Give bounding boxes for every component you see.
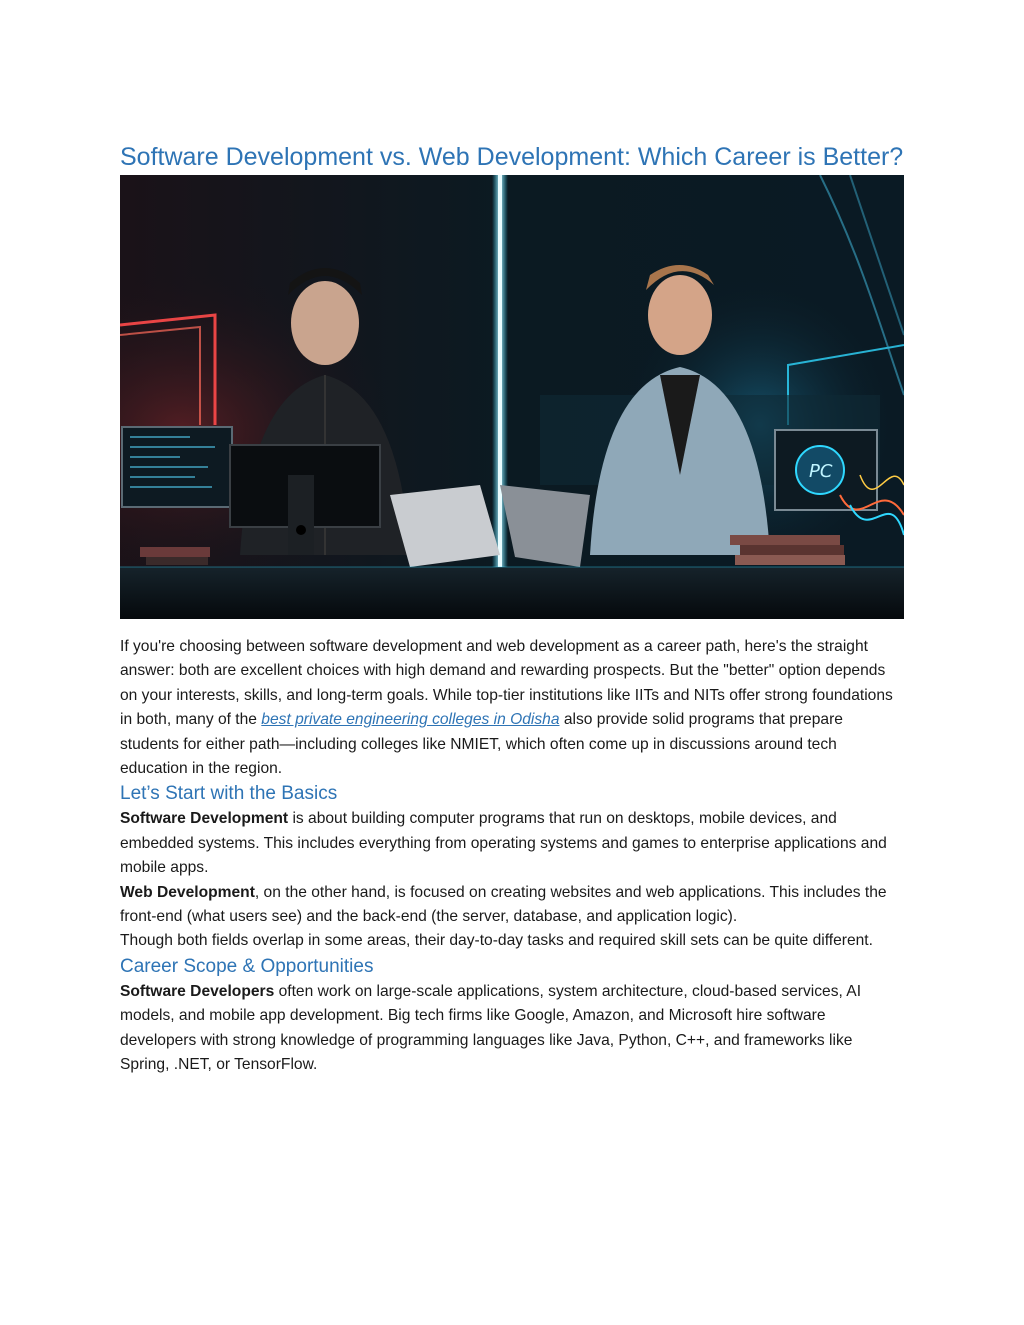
web-development-text: , on the other hand, is focused on creating websites and web applications. This includes the front-end (what users see) and the back-end (the server, database, and application logic). [120, 883, 887, 926]
document-page [120, 140, 904, 1078]
software-developers-term: Software Developers [120, 982, 275, 1000]
basics-heading: Let’s Start with the Basics [120, 783, 338, 805]
software-development-term: Software Development [120, 810, 289, 828]
overlap-paragraph: Though both fields overlap in some areas, their day-to-day tasks and required skill sets can be quite different. [120, 932, 873, 950]
svg-text:PC: PC [809, 461, 833, 482]
software-development-paragraph [120, 807, 904, 880]
web-development-term: Web Development [120, 883, 255, 901]
hero-image [120, 175, 904, 619]
career-heading: Career Scope & Opportunities [120, 955, 374, 977]
intro-text-after-link: also provide solid programs that prepare students for either path—including colleges like NMIET, which often come up in discussions around tech education in the region. [120, 711, 843, 778]
web-development-paragraph [120, 881, 904, 930]
software-developers-text: often work on large-scale applications, system architecture, cloud-based services, AI models, and mobile app development. Big tech firms like Google, Amazon, and Microsoft hire software developers with strong knowledge of programming languages like Java, Python, C++, and frameworks like Spring, .NET, or TensorFlow. [120, 982, 862, 1074]
colleges-link[interactable]: best private engineering colleges in Odisha [261, 711, 560, 729]
page-title: Software Development vs. Web Development: Which Career is Better? [120, 143, 904, 171]
intro-paragraph [120, 635, 904, 781]
software-development-text: is about building computer programs that run on desktops, mobile devices, and embedded systems. This includes everything from operating systems and games to enterprise applications and mobile apps. [120, 810, 887, 877]
intro-text-before-link: If you're choosing between software development and web development as a career path, here's the straight answer: both are excellent choices with high demand and rewarding prospects. But the "better" option depends on your interests, skills, and long-term goals. While top-tier institutions like IITs and NITs offer strong foundations in both, many of the [120, 638, 893, 729]
software-developers-paragraph [120, 980, 904, 1078]
